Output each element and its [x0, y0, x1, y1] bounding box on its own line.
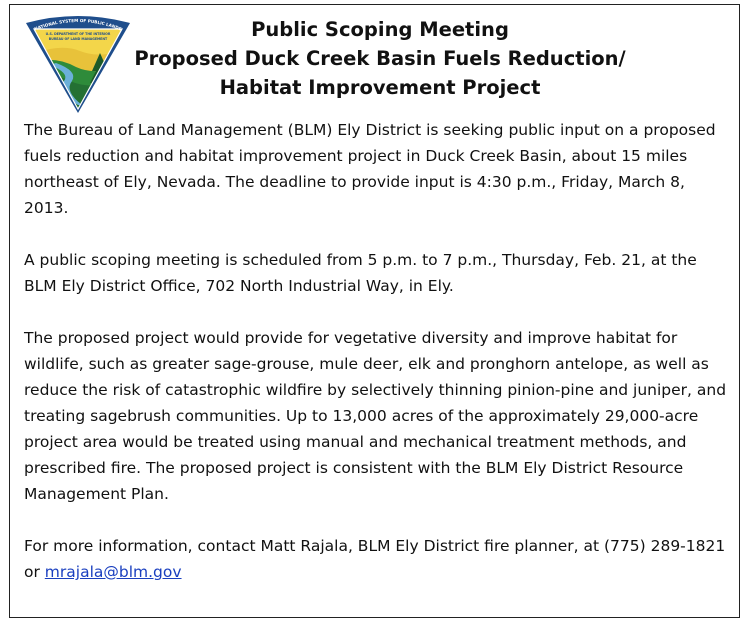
- notice-title: [110, 15, 650, 102]
- project-paragraph: The proposed project would provide for vegetative diversity and improve habitat for wildlife, such as greater sage-grouse, mule deer, elk and pronghorn antelope, as well as reduce the risk of catastrophic wildfire by selectively thinning pinion-pine and juniper, and treating sagebrush communities. Up to 13,000 acres of the approximately 29,000-acre project area would be treated using manual and mechanical treatment methods, and prescribed fire. The proposed project is consistent with the BLM Ely District Resource Management Plan.: [24, 329, 727, 503]
- email-link[interactable]: mrajala@blm.gov: [44, 563, 182, 581]
- contact-text: For more information, contact Matt Rajala, BLM Ely District fire planner, at (775) 289-1821 or: [24, 537, 726, 581]
- title-line-3: Habitat Improvement Project: [219, 76, 541, 99]
- meeting-paragraph: A public scoping meeting is scheduled from 5 p.m. to 7 p.m., Thursday, Feb. 21, at the BLM Ely District Office, 702 North Industrial Way, in Ely.: [24, 251, 697, 295]
- notice-frame: [9, 4, 740, 618]
- contact-paragraph: [24, 533, 730, 585]
- title-line-2: Proposed Duck Creek Basin Fuels Reduction/: [134, 47, 626, 70]
- title-line-1: Public Scoping Meeting: [251, 18, 509, 41]
- svg-text:U.S. DEPARTMENT OF THE INTERIO: U.S. DEPARTMENT OF THE INTERIOR: [45, 32, 111, 36]
- intro-paragraph: The Bureau of Land Management (BLM) Ely District is seeking public input on a proposed fuels reduction and habitat improvement project in Duck Creek Basin, about 15 miles northeast of Ely, Nevada. The deadline to provide input is 4:30 p.m., Friday, March 8, 2013.: [24, 121, 716, 217]
- svg-text:BUREAU OF LAND MANAGEMENT: BUREAU OF LAND MANAGEMENT: [48, 37, 108, 41]
- svg-text:NATIONAL SYSTEM OF PUBLIC LAND: NATIONAL SYSTEM OF PUBLIC LANDS: [33, 17, 123, 32]
- notice-body: [24, 117, 730, 585]
